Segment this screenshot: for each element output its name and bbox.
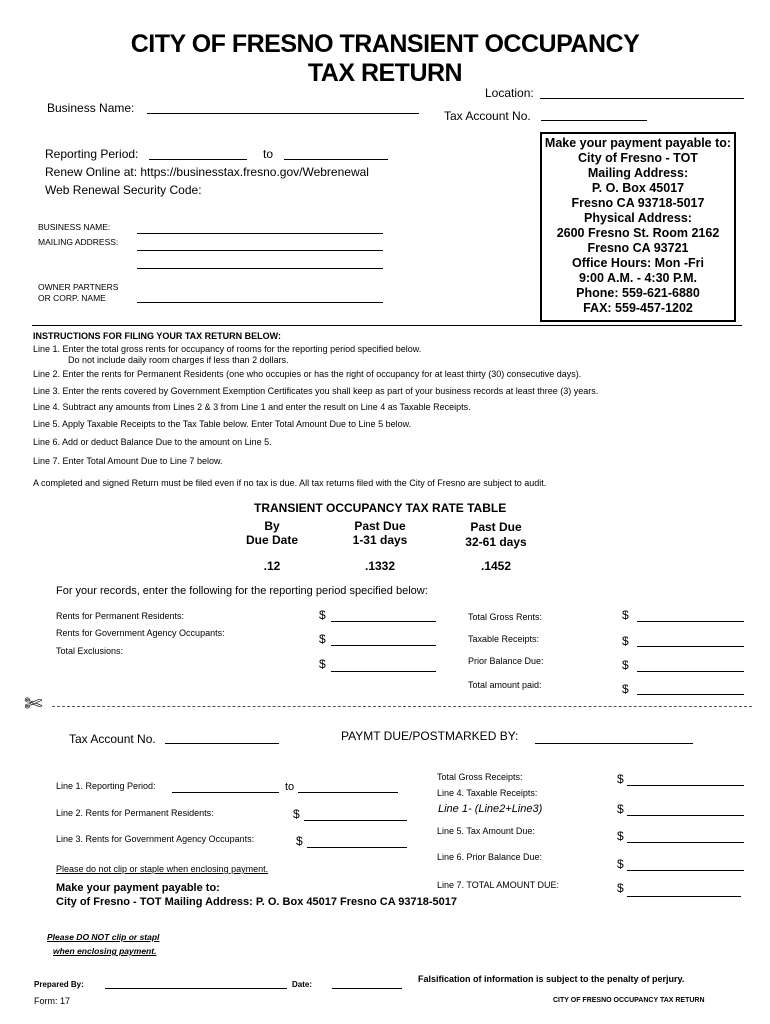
location-label: Location: bbox=[485, 86, 534, 100]
reporting-period-to-label: to bbox=[263, 147, 274, 161]
stub-period-end-field[interactable] bbox=[298, 792, 398, 793]
security-code-label: Web Renewal Security Code: bbox=[45, 183, 202, 197]
instruction-line6: Line 6. Add or deduct Balance Due to the amount on Line 5. bbox=[33, 437, 272, 447]
payto-line: Fresno CA 93721 bbox=[587, 241, 689, 255]
owner-label-1: OWNER PARTNERS bbox=[38, 282, 119, 292]
line4-dollar: $ bbox=[617, 802, 624, 816]
stub-line2-field[interactable] bbox=[304, 820, 407, 821]
stub-line2-dollar: $ bbox=[293, 807, 300, 821]
rate-col3-value: .1452 bbox=[480, 559, 512, 573]
reporting-period-start-field[interactable] bbox=[149, 159, 247, 160]
location-field[interactable] bbox=[540, 98, 744, 99]
rate-table-title: TRANSIENT OCCUPANCY TAX RATE TABLE bbox=[254, 501, 507, 515]
stub-line4-formula: Line 1- (Line2+Line3) bbox=[438, 803, 543, 815]
payto-line: FAX: 559-457-1202 bbox=[583, 301, 693, 315]
mailing-business-name-field[interactable] bbox=[137, 233, 383, 234]
instruction-line1-note: Do not include daily room charges if less than 2 dollars. bbox=[68, 355, 289, 365]
stub-tax-account-label: Tax Account No. bbox=[69, 732, 156, 746]
paid-dollar-sign: $ bbox=[622, 682, 629, 696]
stub-line3-field[interactable] bbox=[307, 847, 407, 848]
rate-col2-header-2: 1-31 days bbox=[352, 533, 408, 547]
taxable-dollar-sign: $ bbox=[622, 634, 629, 648]
rate-col2-header-1: Past Due bbox=[354, 519, 406, 533]
mailing-business-name-label: BUSINESS NAME: bbox=[38, 222, 111, 232]
stub-payable-line2: City of Fresno - TOT Mailing Address: P. O. Box 45017 Fresno CA 93718-5017 bbox=[56, 896, 458, 908]
mailing-address-label: MAILING ADDRESS: bbox=[38, 237, 119, 247]
tax-account-label: Tax Account No. bbox=[444, 109, 531, 123]
section-divider bbox=[32, 325, 742, 326]
instruction-line7: Line 7. Enter Total Amount Due to Line 7 below. bbox=[33, 456, 223, 466]
stub-line6-label: Line 6. Prior Balance Due: bbox=[437, 852, 543, 862]
payto-line: 2600 Fresno St. Room 2162 bbox=[556, 226, 720, 240]
line6-dollar: $ bbox=[617, 857, 624, 871]
payto-line: P. O. Box 45017 bbox=[591, 181, 685, 195]
payto-line: Mailing Address: bbox=[587, 166, 689, 180]
excl-dollar-sign: $ bbox=[319, 657, 326, 671]
reporting-period-end-field[interactable] bbox=[284, 159, 388, 160]
instruction-line3: Line 3. Enter the rents covered by Government Exemption Certificates you shall keep as part of your business records at least three (3) years. bbox=[33, 386, 599, 396]
stub-payable-line1: Make your payment payable to: bbox=[56, 882, 220, 894]
scissors-icon: ✄ bbox=[24, 691, 43, 716]
gov-occupants-field[interactable] bbox=[331, 645, 436, 646]
line7-dollar: $ bbox=[617, 881, 624, 895]
stub-line4-label: Line 4. Taxable Receipts: bbox=[437, 788, 538, 798]
rate-col3-header-2: 32-61 days bbox=[465, 535, 527, 549]
payto-line: Make your payment payable to: bbox=[544, 136, 732, 150]
stub-line5-field[interactable] bbox=[627, 842, 744, 843]
footer-clip-note-1: Please DO NOT clip or stapl bbox=[47, 932, 160, 942]
business-name-label: Business Name: bbox=[47, 101, 135, 115]
date-label: Date: bbox=[292, 980, 313, 989]
payto-line: Phone: 559-621-6880 bbox=[576, 286, 700, 300]
gov-dollar-sign: $ bbox=[319, 632, 326, 646]
line5-dollar: $ bbox=[617, 829, 624, 843]
payment-due-field[interactable] bbox=[535, 743, 693, 744]
instruction-line2: Line 2. Enter the rents for Permanent Residents (one who occupies or has the right of occupancy for at least thirty (30) consecutive days). bbox=[33, 369, 582, 379]
taxable-receipts-label: Taxable Receipts: bbox=[468, 634, 540, 644]
rate-col1-value: .12 bbox=[263, 559, 281, 573]
prepared-by-field[interactable] bbox=[105, 988, 287, 989]
stub-line4-field[interactable] bbox=[627, 815, 744, 816]
owner-name-field[interactable] bbox=[137, 302, 383, 303]
perm-dollar-sign: $ bbox=[319, 608, 326, 622]
payto-line: City of Fresno - TOT bbox=[578, 151, 698, 165]
prepared-by-label: Prepared By: bbox=[34, 980, 84, 989]
tax-account-field[interactable] bbox=[541, 120, 647, 121]
audit-note: A completed and signed Return must be filed even if no tax is due. All tax returns filed with the City of Fresno are subject to audit. bbox=[33, 478, 547, 488]
payto-line: Physical Address: bbox=[584, 211, 692, 225]
stub-tax-account-field[interactable] bbox=[165, 743, 279, 744]
stub-line5-label: Line 5. Tax Amount Due: bbox=[437, 826, 535, 836]
payment-due-label: PAYMT DUE/POSTMARKED BY: bbox=[341, 729, 519, 743]
form-title-line2: TAX RETURN bbox=[307, 59, 463, 87]
instruction-line1: Line 1. Enter the total gross rents for occupancy of rooms for the reporting period specified below. bbox=[33, 344, 422, 354]
mailing-address-field-1[interactable] bbox=[137, 250, 383, 251]
mailing-address-field-2[interactable] bbox=[137, 268, 383, 269]
stub-period-start-field[interactable] bbox=[172, 792, 279, 793]
instruction-line4: Line 4. Subtract any amounts from Lines 2 & 3 from Line 1 and enter the result on Line 4 as Taxable Receipts. bbox=[33, 402, 471, 412]
payto-line: Office Hours: Mon -Fri bbox=[572, 256, 704, 270]
form-title-line1: CITY OF FRESNO TRANSIENT OCCUPANCY bbox=[130, 30, 640, 58]
renew-online-text: Renew Online at: https://businesstax.fresno.gov/Webrenewal bbox=[45, 165, 369, 179]
owner-label-2: OR CORP. NAME bbox=[38, 293, 106, 303]
stub-line7-field[interactable] bbox=[627, 896, 741, 897]
stub-to-label: to bbox=[285, 781, 295, 793]
stub-line1-label: Line 1. Reporting Period: bbox=[56, 781, 156, 791]
stub-clip-note: Please do not clip or staple when enclosing payment. bbox=[56, 864, 269, 874]
stub-line6-field[interactable] bbox=[627, 870, 744, 871]
instructions-heading: INSTRUCTIONS FOR FILING YOUR TAX RETURN BELOW: bbox=[33, 331, 281, 341]
form-footer-title: CITY OF FRESNO OCCUPANCY TAX RETURN bbox=[553, 997, 705, 1004]
prior-balance-label: Prior Balance Due: bbox=[468, 656, 544, 666]
falsification-note: Falsification of information is subject to the penalty of perjury. bbox=[418, 974, 685, 984]
gross-receipts-field[interactable] bbox=[627, 785, 744, 786]
rate-col1-header-2: Due Date bbox=[245, 533, 298, 547]
payment-info-box bbox=[540, 132, 736, 322]
rate-col2-value: .1332 bbox=[364, 559, 396, 573]
payto-line: Fresno CA 93718-5017 bbox=[571, 196, 705, 210]
date-field[interactable] bbox=[332, 988, 402, 989]
gross-dollar-sign: $ bbox=[622, 608, 629, 622]
stub-line2-label: Line 2. Rents for Permanent Residents: bbox=[56, 808, 214, 818]
stub-line3-label: Line 3. Rents for Government Agency Occupants: bbox=[56, 834, 255, 844]
prior-dollar-sign: $ bbox=[622, 658, 629, 672]
gross-rents-field[interactable] bbox=[637, 621, 744, 622]
amount-paid-field[interactable] bbox=[637, 694, 744, 695]
gross-receipts-label: Total Gross Receipts: bbox=[437, 772, 523, 782]
footer-clip-note-2: when enclosing payment. bbox=[53, 946, 157, 956]
rate-col3-header-1: Past Due bbox=[470, 520, 522, 534]
payto-line: 9:00 A.M. - 4:30 P.M. bbox=[578, 271, 698, 285]
cut-line bbox=[52, 706, 752, 707]
gross-rents-label: Total Gross Rents: bbox=[468, 612, 543, 622]
business-name-field[interactable] bbox=[147, 113, 419, 114]
amount-paid-label: Total amount paid: bbox=[468, 680, 542, 690]
perm-residents-field[interactable] bbox=[331, 621, 436, 622]
gross-receipts-dollar: $ bbox=[617, 772, 624, 786]
reporting-period-label: Reporting Period: bbox=[45, 147, 139, 161]
rate-col1-header-1: By bbox=[264, 519, 280, 533]
records-intro: For your records, enter the following for the reporting period specified below: bbox=[56, 585, 428, 597]
form-number: Form: 17 bbox=[34, 996, 71, 1006]
instruction-line5: Line 5. Apply Taxable Receipts to the Tax Table below. Enter Total Amount Due to Line 5 below. bbox=[33, 419, 412, 429]
taxable-receipts-field[interactable] bbox=[637, 646, 744, 647]
stub-line7-label: Line 7. TOTAL AMOUNT DUE: bbox=[437, 880, 560, 890]
perm-residents-label: Rents for Permanent Residents: bbox=[56, 611, 185, 621]
stub-line3-dollar: $ bbox=[296, 834, 303, 848]
exclusions-label: Total Exclusions: bbox=[56, 646, 124, 656]
exclusions-field[interactable] bbox=[331, 671, 436, 672]
prior-balance-field[interactable] bbox=[637, 671, 744, 672]
gov-occupants-label: Rents for Government Agency Occupants: bbox=[56, 628, 225, 638]
